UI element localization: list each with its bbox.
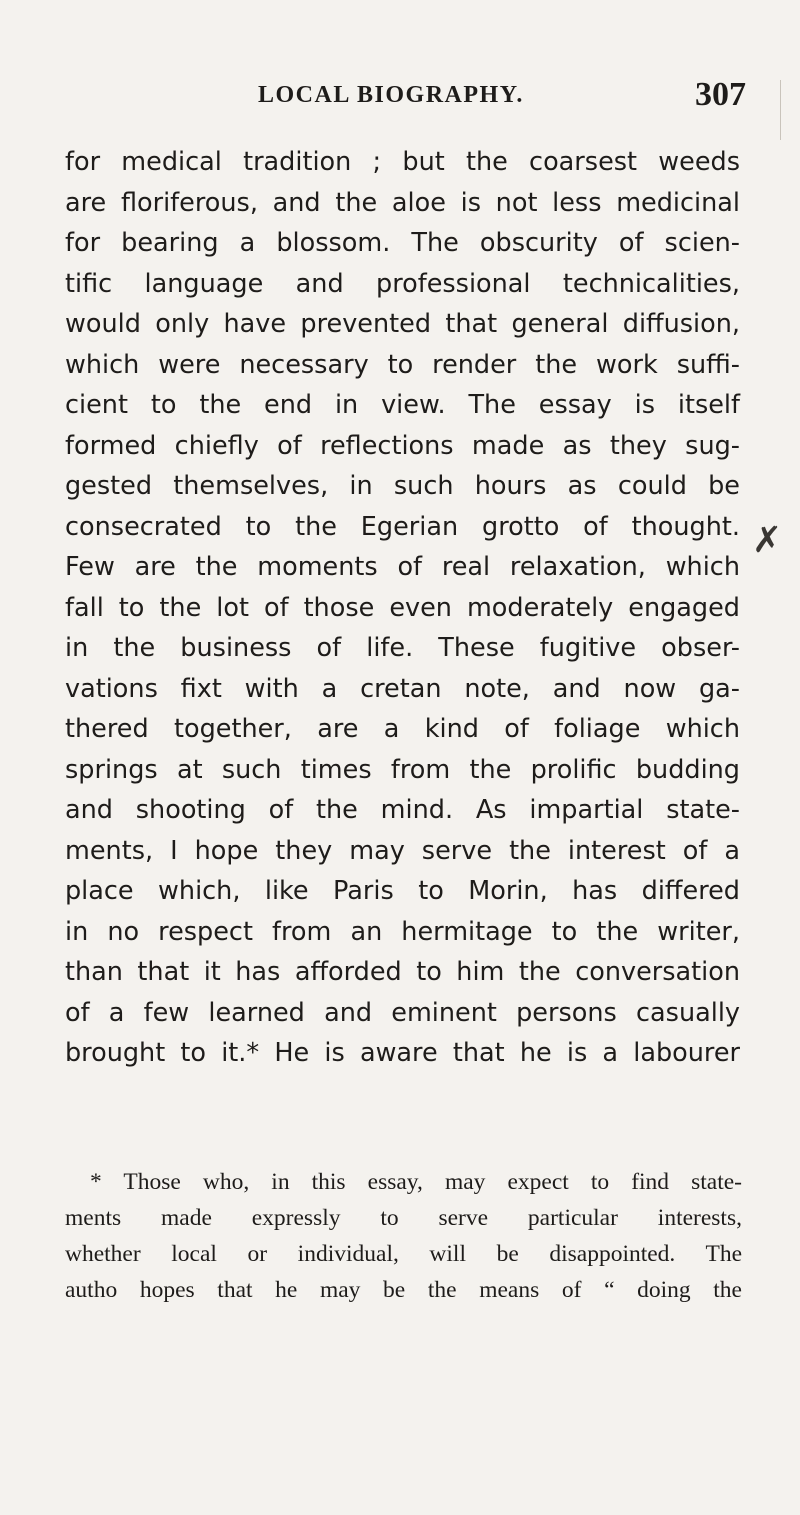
body-line: for bearing a blossom. The obscurity of scien- — [65, 228, 740, 258]
body-line: brought to it.* He is aware that he is a labourer — [65, 1038, 740, 1068]
body-line: fall to the lot of those even moderately engaged — [65, 592, 740, 623]
footnote-line: * Those who, in this essay, may expect to find state- — [90, 1169, 742, 1195]
body-text — [65, 142, 740, 1074]
body-line: for medical tradition ; but the coarsest weeds — [65, 147, 740, 177]
body-line: vations fixt with a cretan note, and now ga- — [65, 673, 740, 704]
body-line: would only have prevented that general diffusion, — [65, 309, 740, 339]
body-line: which were necessary to render the work suffi- — [65, 349, 740, 380]
body-line: consecrated to the Egerian grotto of thought. — [65, 511, 740, 542]
body-line: in the business of life. These fugitive obser- — [65, 633, 740, 663]
page-edge-mark — [770, 80, 781, 140]
body-line: in no respect from an hermitage to the writer, — [65, 916, 740, 947]
body-line: formed chiefly of reflections made as they sug- — [65, 430, 740, 461]
footnote — [65, 1164, 742, 1308]
body-line: ments, I hope they may serve the interest of a — [65, 835, 740, 866]
body-line: gested themselves, in such hours as could be — [65, 471, 740, 501]
margin-mark: ✗ — [752, 520, 783, 561]
body-line: are floriferous, and the aloe is not less medicinal — [65, 187, 740, 218]
body-line: than that it has afforded to him the conversation — [65, 957, 740, 987]
body-line: tific language and professional technicalities, — [65, 268, 740, 299]
footnote-line: ments made expressly to serve particular interests, — [65, 1205, 742, 1231]
footnote-line: autho hopes that he may be the means of “ doing the — [65, 1277, 742, 1303]
page-header — [258, 76, 746, 120]
body-line: springs at such times from the prolific budding — [65, 754, 740, 785]
body-line: cient to the end in view. The essay is itself — [65, 390, 740, 420]
footnote-line: whether local or individual, will be disappointed. The — [65, 1241, 742, 1267]
body-line: place which, like Paris to Morin, has differed — [65, 876, 740, 906]
body-line: and shooting of the mind. As impartial state- — [65, 795, 740, 825]
running-head: LOCAL BIOGRAPHY. — [258, 82, 524, 108]
body-line: of a few learned and eminent persons casually — [65, 997, 740, 1028]
body-line: thered together, are a kind of foliage which — [65, 714, 740, 744]
page-number: 307 — [695, 76, 746, 113]
body-line: Few are the moments of real relaxation, which — [65, 552, 740, 582]
